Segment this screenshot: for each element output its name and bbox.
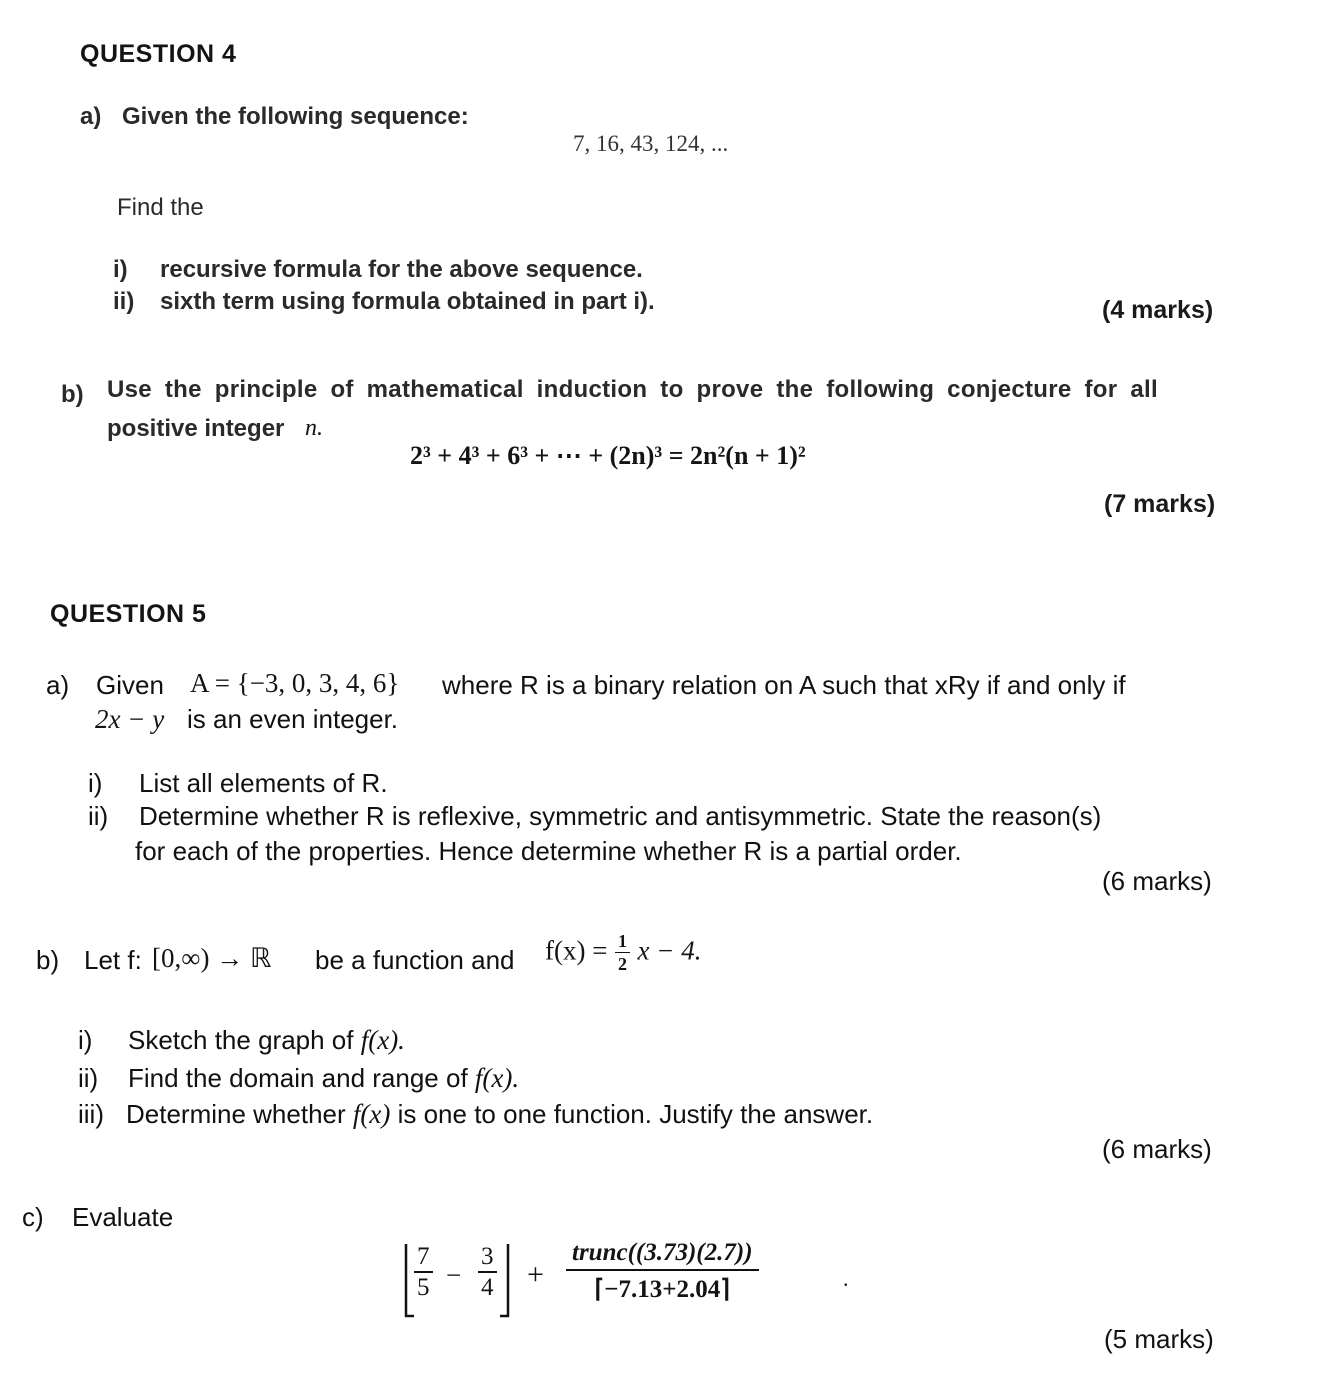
q5c-frac1-num: 7 (414, 1244, 433, 1273)
q5b-item1-math: f(x). (360, 1025, 405, 1055)
q5b-f-rhs: x − 4. (637, 935, 702, 966)
q4b-label: b) (61, 381, 84, 408)
q4a-item1-num: i) (113, 256, 128, 283)
q4b-var-n: n. (305, 415, 323, 441)
q5a-item1-num: i) (88, 768, 103, 798)
q5a-marks: (6 marks) (1102, 866, 1212, 896)
q5b-item2-num: ii) (78, 1063, 99, 1093)
q4a-label: a) (80, 103, 102, 130)
q5b-domain: [0,∞) → ℝ (152, 943, 272, 973)
q5b-item3-label2: is one to one function. Justify the answer. (397, 1099, 874, 1129)
q5b-label: b) (36, 945, 60, 975)
q5b-item2-math: f(x). (474, 1063, 520, 1093)
q5a-item2-num: ii) (88, 801, 109, 831)
q4b-marks: (7 marks) (1104, 490, 1216, 518)
q5a-item1-text: List all elements of R. (139, 768, 388, 798)
q5c-label: c) (22, 1202, 44, 1232)
q5b-item1-num: i) (78, 1025, 93, 1055)
q5a-text-line2: is an even integer. (187, 704, 399, 734)
q4a-find: Find the (117, 194, 204, 221)
q5a-set: A = {−3, 0, 3, 4, 6} (190, 668, 400, 698)
q5b-item3-math: f(x) (352, 1099, 391, 1129)
q5b-f-lhs: f(x) = (545, 935, 608, 966)
q4a-item1-text: recursive formula for the above sequence. (160, 256, 643, 283)
q5a-text-rest: where R is a binary relation on A such that xRy if and only if (442, 670, 1126, 700)
q5c-plus: + (527, 1258, 544, 1291)
q4a-item2-text: sixth term using formula obtained in part i). (160, 288, 655, 315)
q5a-given: Given (96, 670, 164, 700)
q5b-item3-num: iii) (78, 1099, 104, 1129)
q4a-marks: (4 marks) (1102, 296, 1214, 324)
q4-heading: QUESTION 4 (80, 40, 237, 68)
q5c-frac1-den: 5 (417, 1274, 430, 1301)
q5b-item2-text (128, 1063, 519, 1094)
q5b-item1-text (128, 1025, 405, 1056)
q5b-frac-num: 1 (615, 932, 630, 953)
q5b-frac-den: 2 (617, 954, 627, 974)
q5b-item2-label: Find the domain and range of (128, 1063, 468, 1093)
q5c-frac2-num: 3 (478, 1244, 497, 1273)
q5c-big-num: trunc((3.73)(2.7)) (566, 1240, 759, 1271)
q5b-item3-label: Determine whether (126, 1099, 346, 1129)
q5a-item2-text: Determine whether R is reflexive, symmetric and antisymmetric. State the reason(s) (139, 801, 1102, 831)
q5c-frac1 (414, 1244, 433, 1300)
q5b-function-def (545, 932, 701, 973)
q5c-frac2-den: 4 (481, 1274, 494, 1301)
q5a-item2-cont: for each of the properties. Hence determine whether R is a partial order. (135, 836, 962, 866)
q5b-item1-label: Sketch the graph of (128, 1025, 354, 1055)
q5b-item3-text (126, 1099, 873, 1130)
q5c-big-den: ⌈−7.13+2.04⌉ (594, 1276, 731, 1303)
q5c-frac2 (478, 1244, 497, 1300)
q5c-text: Evaluate (72, 1202, 174, 1232)
q4a-text: Given the following sequence: (122, 103, 469, 130)
q4b-text-line2: positive integer (107, 415, 285, 442)
left-floor-bracket (406, 1244, 414, 1316)
q5b-text-mid: be a function and (315, 945, 515, 975)
q5c-minus: − (446, 1260, 462, 1290)
q4b-text-line1: Use the principle of mathematical induction to prove the following conjecture for all (107, 376, 1158, 403)
q5a-expr: 2x − y (95, 704, 165, 734)
q4a-item2-num: ii) (113, 288, 135, 315)
q5c-expression (400, 1236, 860, 1326)
q5b-fraction (615, 932, 630, 973)
q5c-period: . (843, 1266, 849, 1291)
q5-heading: QUESTION 5 (50, 600, 207, 628)
q5c-marks: (5 marks) (1104, 1324, 1214, 1354)
q5b-let: Let f: (84, 945, 142, 975)
q5a-label: a) (46, 670, 70, 700)
q4b-equation: 2³ + 4³ + 6³ + ⋯ + (2n)³ = 2n²(n + 1)² (410, 441, 806, 470)
right-floor-bracket (500, 1244, 508, 1316)
q4a-sequence: 7, 16, 43, 124, ... (573, 131, 729, 156)
q5b-marks: (6 marks) (1102, 1134, 1212, 1164)
q5c-big-frac (566, 1240, 759, 1302)
